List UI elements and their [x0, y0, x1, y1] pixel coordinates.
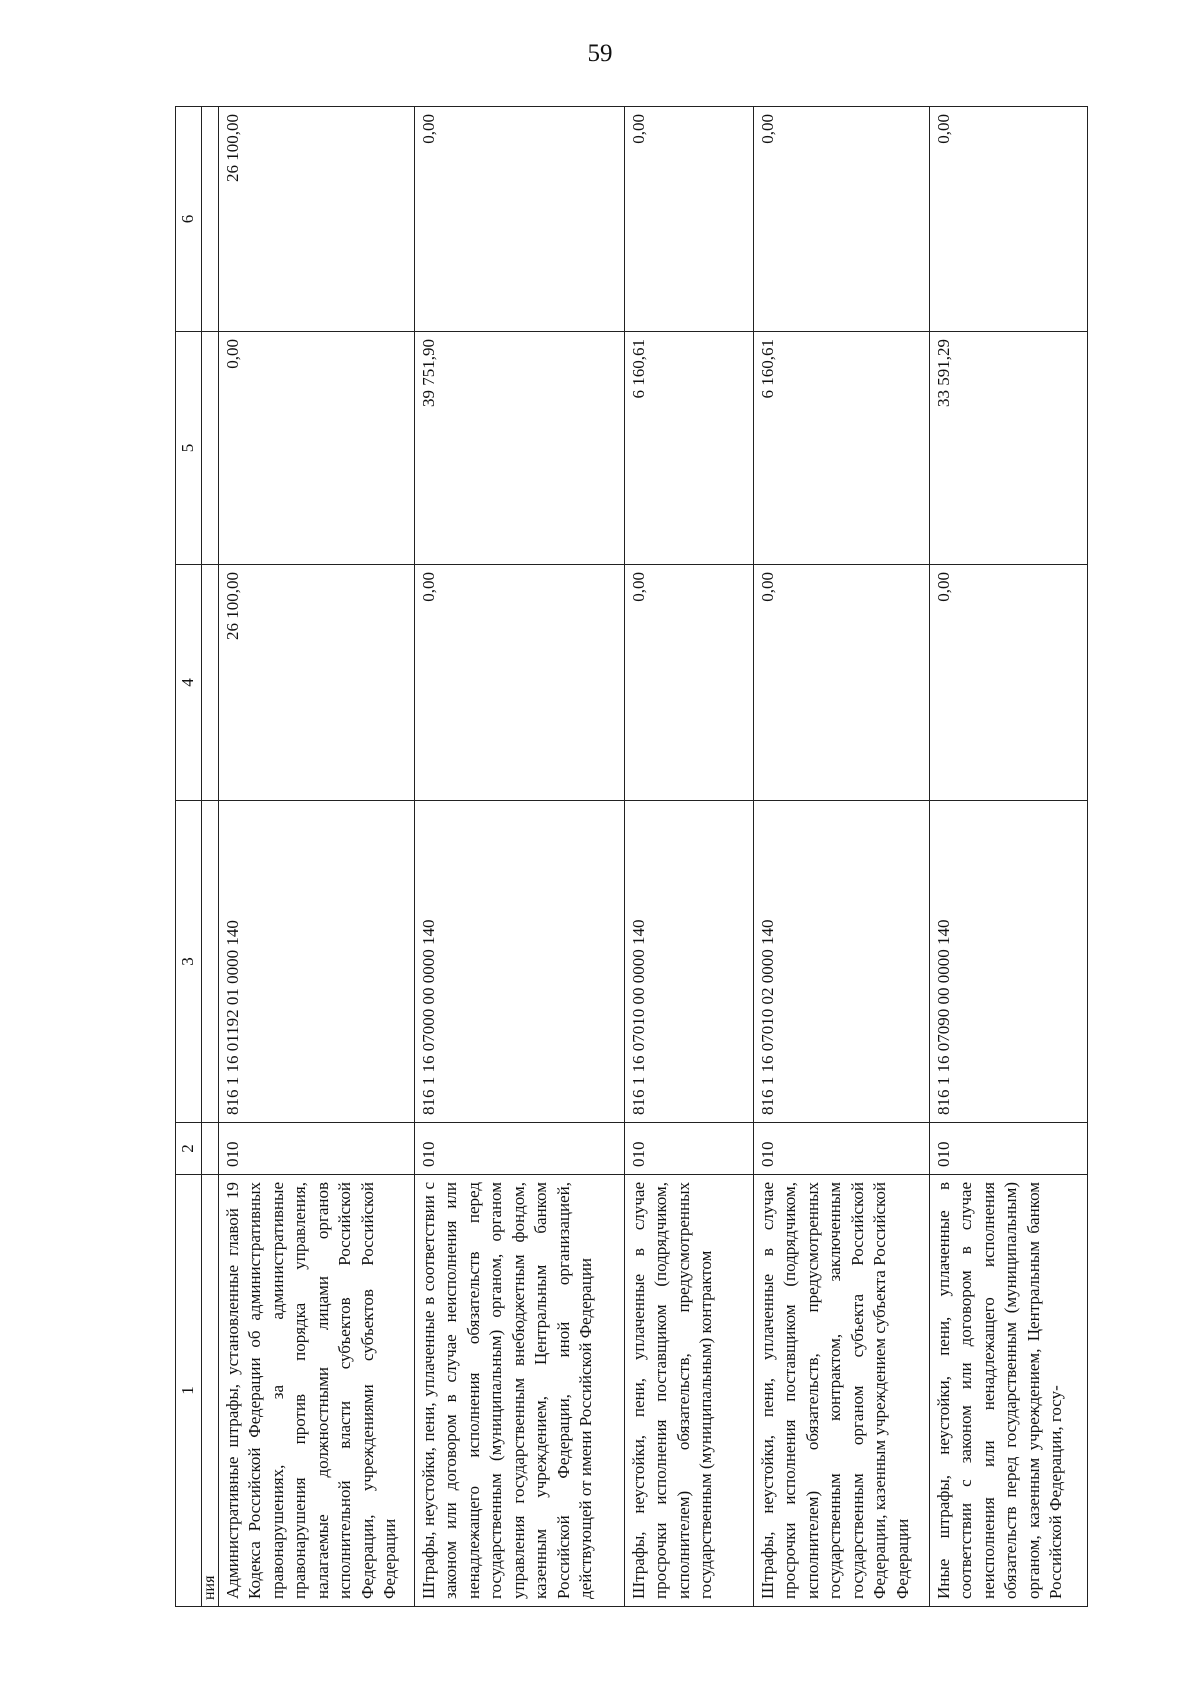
row-col5: 6 160,61	[754, 332, 930, 565]
row-kbk: 816 1 16 07010 00 0000 140	[625, 801, 754, 1123]
row-code: 010	[930, 1123, 1088, 1175]
table-row	[415, 107, 625, 1607]
row-name: Административные штрафы, установленные главой 19 Кодекса Российской Федерации об административных правонарушениях, за административные правонарушения против порядка управления, налагаемые должностными лицами органов исполнительной власти субъектов Российской Федерации, учреждениями субъектов Российской Федерации	[219, 1175, 415, 1607]
column-header-3: 3	[176, 801, 202, 1123]
row-name: Штрафы, неустойки, пени, уплаченные в случае просрочки исполнения поставщиком (подрядчиком, исполнителем) обязательств, предусмотренных государственным контрактом, заключенным государственным органом субъекта Российской Федерации, казенным учреждением субъекта Российской Федерации	[754, 1175, 930, 1607]
row-col6: 0,00	[754, 107, 930, 332]
row-name: Штрафы, неустойки, пени, уплаченные в соответствии с законом или договором в случае неисполнения или ненадлежащего исполнения обязательств перед государственным (муниципальным) органом, органом управления государственным внебюджетным фондом, казенным учреждением, Центральным банком Российской Федерации, иной организацией, действующей от имени Российской Федерации	[415, 1175, 625, 1607]
row-kbk: 816 1 16 07010 02 0000 140	[754, 801, 930, 1123]
row-col4: 0,00	[930, 565, 1088, 801]
row-code: 010	[625, 1123, 754, 1175]
table-row	[219, 107, 415, 1607]
continuation-cell-3	[202, 801, 219, 1123]
column-header-1: 1	[176, 1175, 202, 1607]
table-row	[930, 107, 1088, 1607]
row-col5: 6 160,61	[625, 332, 754, 565]
row-col5: 39 751,90	[415, 332, 625, 565]
row-col6: 26 100,00	[219, 107, 415, 332]
row-code: 010	[219, 1123, 415, 1175]
row-name: Иные штрафы, неустойки, пени, уплаченные в соответствии с законом или договором в случае неисполнения или ненадлежащего исполнения обязательств перед государственным (муниципальным) органом, казенным учреждением, Центральным банком Российской Федерации, госу-	[930, 1175, 1088, 1607]
continuation-cell-4	[202, 565, 219, 801]
continuation-cell-2	[202, 1123, 219, 1175]
row-code: 010	[754, 1123, 930, 1175]
row-col6: 0,00	[625, 107, 754, 332]
page-number: 59	[587, 40, 613, 67]
column-header-4: 4	[176, 565, 202, 801]
continuation-text: ния	[202, 1175, 219, 1607]
table-row	[754, 107, 930, 1607]
budget-table	[175, 106, 1088, 1607]
row-col5: 33 591,29	[930, 332, 1088, 565]
row-col4: 0,00	[625, 565, 754, 801]
row-kbk: 816 1 16 07090 00 0000 140	[930, 801, 1088, 1123]
row-kbk: 816 1 16 07000 00 0000 140	[415, 801, 625, 1123]
row-col4: 0,00	[415, 565, 625, 801]
column-header-6: 6	[176, 107, 202, 332]
row-kbk: 816 1 16 01192 01 0000 140	[219, 801, 415, 1123]
continuation-row	[202, 107, 219, 1607]
continuation-cell-6	[202, 107, 219, 332]
row-code: 010	[415, 1123, 625, 1175]
column-header-2: 2	[176, 1123, 202, 1175]
row-col4: 26 100,00	[219, 565, 415, 801]
row-col6: 0,00	[415, 107, 625, 332]
row-name: Штрафы, неустойки, пени, уплаченные в случае просрочки исполнения поставщиком (подрядчиком, исполнителем) обязательств, предусмотренных государственным (муниципальным) контрактом	[625, 1175, 754, 1607]
row-col4: 0,00	[754, 565, 930, 801]
continuation-cell-5	[202, 332, 219, 565]
row-col6: 0,00	[930, 107, 1088, 332]
rotated-table-wrapper	[175, 107, 1088, 1607]
row-col5: 0,00	[219, 332, 415, 565]
column-header-5: 5	[176, 332, 202, 565]
column-header-row	[176, 107, 202, 1607]
table-row	[625, 107, 754, 1607]
